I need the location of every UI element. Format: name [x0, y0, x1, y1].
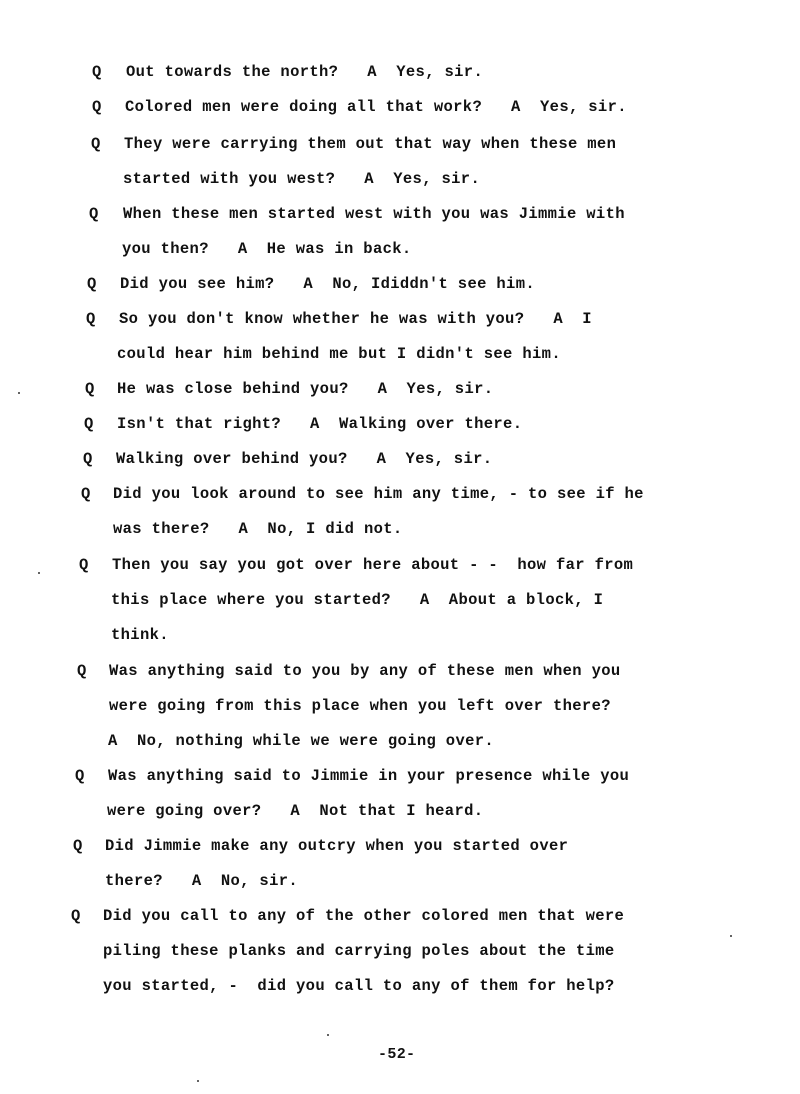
transcript-line: He was close behind you? A Yes, sir. [117, 380, 494, 398]
transcript-line: could hear him behind me but I didn't see him. [117, 345, 561, 363]
transcript-line: Did you see him? A No, Ididdn't see him. [120, 275, 536, 293]
question-marker: Q [85, 380, 95, 398]
question-marker: Q [71, 907, 81, 925]
question-marker: Q [89, 205, 99, 223]
transcript-line: think. [111, 626, 169, 644]
question-marker: Q [81, 485, 91, 503]
scan-speck [38, 572, 40, 574]
transcript-line: Did you call to any of the other colored men that were [103, 907, 625, 925]
page-number: -52- [378, 1046, 416, 1063]
transcript-line: So you don't know whether he was with you? A I [119, 310, 592, 328]
transcript-line: Did Jimmie make any outcry when you started over [105, 837, 569, 855]
transcript-line: Walking over behind you? A Yes, sir. [116, 450, 493, 468]
question-marker: Q [75, 767, 85, 785]
question-marker: Q [92, 98, 102, 116]
transcript-line: Out towards the north? A Yes, sir. [126, 63, 484, 81]
scan-speck [197, 1080, 199, 1082]
question-marker: Q [83, 450, 93, 468]
transcript-line: you started, - did you call to any of them for help? [103, 977, 615, 995]
transcript-line: were going over? A Not that I heard. [107, 802, 484, 820]
question-marker: Q [79, 556, 89, 574]
transcript-line: were going from this place when you left over there? [109, 697, 611, 715]
question-marker: Q [73, 837, 83, 855]
question-marker: Q [84, 415, 94, 433]
scan-speck [327, 1034, 329, 1036]
transcript-line: Was anything said to you by any of these men when you [109, 662, 621, 680]
transcript-line: Colored men were doing all that work? A Yes, sir. [125, 98, 627, 116]
transcript-line: there? A No, sir. [105, 872, 299, 890]
transcript-line: you then? A He was in back. [122, 240, 412, 258]
transcript-line: When these men started west with you was Jimmie with [123, 205, 625, 223]
transcript-line: started with you west? A Yes, sir. [123, 170, 481, 188]
transcript-line: this place where you started? A About a block, I [111, 591, 604, 609]
transcript-line: Isn't that right? A Walking over there. [117, 415, 523, 433]
transcript-line: was there? A No, I did not. [113, 520, 403, 538]
scan-speck [18, 392, 20, 394]
transcript-line: piling these planks and carrying poles about the time [103, 942, 615, 960]
question-marker: Q [86, 310, 96, 328]
transcript-line: Then you say you got over here about - - how far from [112, 556, 634, 574]
transcript-line: They were carrying them out that way when these men [124, 135, 617, 153]
answer-line: A No, nothing while we were going over. [108, 732, 495, 750]
transcript-line: Was anything said to Jimmie in your presence while you [108, 767, 630, 785]
question-marker: Q [91, 135, 101, 153]
question-marker: Q [87, 275, 97, 293]
question-marker: Q [92, 63, 102, 81]
scan-speck [730, 935, 732, 937]
transcript-line: Did you look around to see him any time, - to see if he [113, 485, 644, 503]
question-marker: Q [77, 662, 87, 680]
